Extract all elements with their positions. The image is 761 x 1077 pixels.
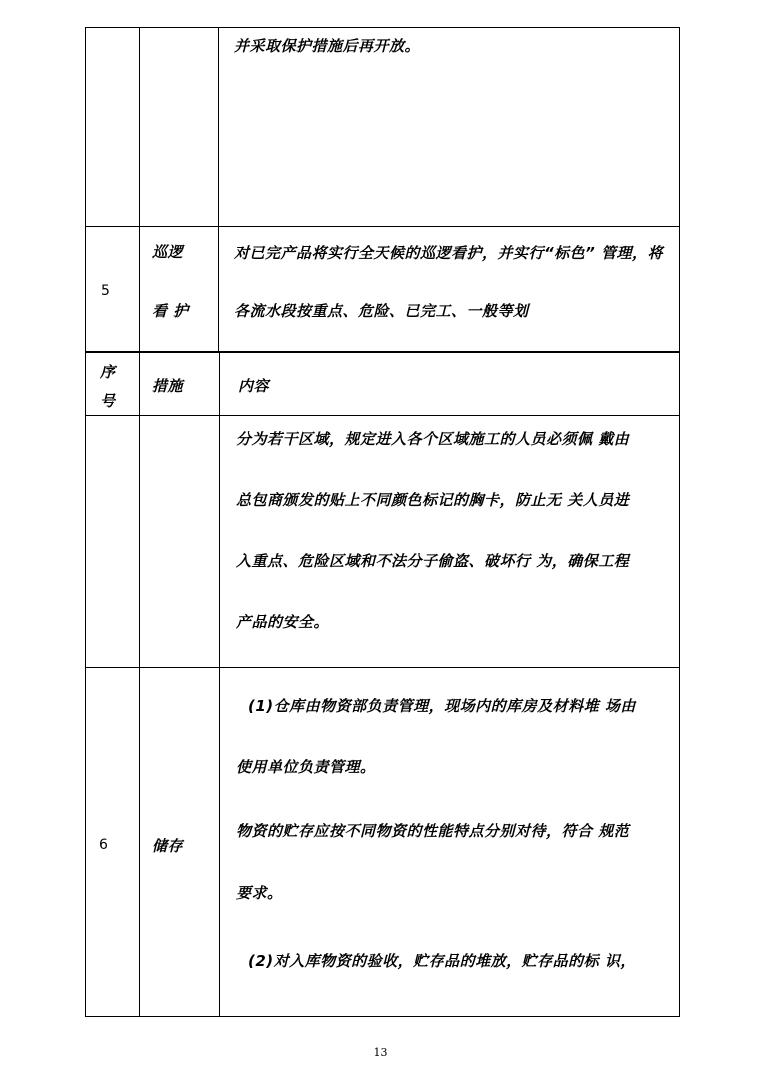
header-measure: 措施	[152, 377, 184, 395]
row-number: 6	[99, 837, 108, 853]
measure-label: 储存	[152, 837, 184, 855]
table-cell-content: 入重点、危险区域和不法分子偷盗、破坏行 为，确保工程	[236, 552, 630, 570]
header-content: 内容	[238, 377, 270, 395]
table-cell-content: 物资的贮存应按不同物资的性能特点分别对待，符合 规范	[236, 822, 630, 840]
measure-label: 看 护	[152, 302, 189, 320]
header-no: 序	[100, 363, 116, 381]
page-number: 13	[373, 1046, 388, 1059]
measure-label: 巡逻	[152, 243, 184, 261]
table-cell-content: 并采取保护措施后再开放。	[234, 37, 421, 55]
table-cell-content: (1)仓库由物资部负责管理，现场内的库房及材料堆 场由	[248, 697, 636, 715]
table-bottom	[85, 352, 680, 1017]
header-no: 号	[100, 392, 116, 410]
row-divider	[86, 226, 679, 227]
row-number: 5	[101, 283, 110, 299]
table-cell-content: 总包商颁发的贴上不同颜色标记的胸卡，防止无 关人员进	[236, 491, 630, 509]
table-cell-content: 各流水段按重点、危险、已完工、一般等划	[234, 302, 529, 320]
table-cell-content: 产品的安全。	[236, 613, 330, 631]
column-divider	[139, 28, 140, 351]
row-divider	[86, 667, 679, 668]
table-cell-content: 要求。	[236, 884, 283, 902]
table-cell-content: 对已完产品将实行全天候的巡逻看护，并实行“标色” 管理，将	[234, 244, 664, 262]
column-divider	[139, 353, 140, 1016]
table-cell-content: 分为若干区域，规定进入各个区域施工的人员必须佩 戴由	[236, 430, 630, 448]
table-cell-content: (2)对入库物资的验收，贮存品的堆放，贮存品的标 识，	[248, 952, 636, 970]
column-divider	[219, 353, 220, 1016]
table-cell-content: 使用单位负责管理。	[236, 758, 376, 776]
column-divider	[218, 28, 219, 351]
row-divider	[86, 415, 679, 416]
